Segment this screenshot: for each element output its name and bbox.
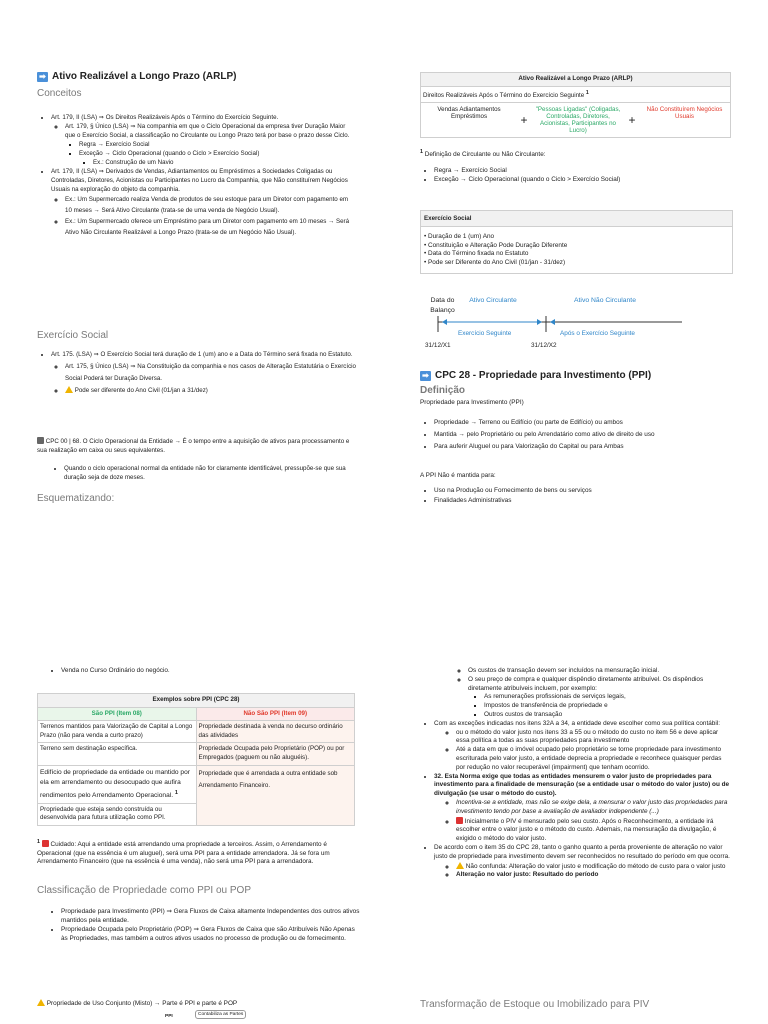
arlp-b2: Art. 179, II (LSA) ⇒ Derivados de Vendas, Adiantamentos ou Empréstimos a Sociedades Coligadas ou Controladas, Diretores, Acionistas ou Participantes no Lucro da Companhia, que Não constituírem Negócios Usuais na exploração do objeto da companhia.	[51, 168, 348, 193]
arlp-foot-text: Definição de Circulante ou Não Circulante:	[424, 151, 546, 159]
mens-m3b-text: Alteração no valor justo: Resultado do período	[456, 871, 599, 879]
mens-m3	[434, 844, 732, 880]
arlp-bullet-2	[51, 167, 355, 238]
ppi-p1-text: Propriedade → Terreno ou Edifício (ou parte de Edifício) ou ambos	[434, 418, 623, 426]
arlp-b1a-text: Art. 179, § Único (LSA) ⇒ Na companhia em que o Ciclo Operacional da empresa tiver Duração Maior que o Exercício Social, a classificação no Circulante ou Longo Prazo terá por base o prazo desse Ciclo.	[65, 123, 350, 139]
ppi-r2a: Terreno sem destinação específica.	[38, 743, 197, 765]
mens-s1	[484, 693, 732, 702]
venda-list	[47, 667, 170, 676]
es-bullet-2	[65, 361, 366, 385]
classificacao-list	[47, 907, 361, 943]
arlp-table	[420, 72, 731, 138]
cl2-text: Propriedade Ocupada pelo Proprietário (POP) ⇒ Gera Fluxos de Caixa que são Atribuíveis Não Apenas às Propriedades, mas também a outros ativos usados no processo de produção ou de fornecimento.	[61, 926, 355, 942]
classificacao-heading: Classificação de Propriedade como PPI ou POP	[37, 885, 251, 896]
arlp-excecao-text: Exceção → Ciclo Operacional (quando o Ciclo > Exercício Social)	[79, 150, 260, 157]
arlp-table-c3: Não Constituírem Negócios Usuais	[639, 103, 731, 138]
misto-cont-small: Contabiliza as Partes	[195, 1010, 246, 1019]
mens-m1-text: Com as exceções indicadas nos itens 32A a 34, a entidade deve escolher como sua política contábil:	[434, 719, 720, 727]
ppi-col-sim: São PPI (Item 08)	[38, 707, 197, 721]
arlp-ex2	[65, 216, 355, 238]
mens-m2a	[456, 799, 732, 817]
exercicio-social-box	[420, 210, 733, 274]
arrow-right-icon: ➡	[37, 72, 48, 82]
book-icon	[37, 437, 44, 444]
mens-o1-text: Os custos de transação devem ser incluídos na mensuração inicial.	[468, 667, 660, 674]
arlp-regra-text: Regra → Exercício Social	[79, 141, 150, 148]
mens-m3a	[456, 862, 732, 872]
venda-bullet	[61, 667, 170, 676]
warning-icon	[65, 386, 73, 393]
mens-s1-text: As remunerações profissionais de serviços legais,	[484, 693, 626, 701]
ppi-list	[420, 417, 740, 453]
mens-s3	[484, 711, 732, 720]
arlp-table-row1-text: Direitos Realizáveis Após o Término do Exercício Seguinte	[423, 92, 585, 100]
misto-ppi-small: PPI	[165, 1014, 173, 1019]
ppi-nao-list	[420, 486, 740, 505]
timeline-data-balanco: Data do Balanço	[430, 297, 455, 314]
misto-text: Propriedade de Uso Conjunto (Misto) → Parte é PPI e parte é POP	[46, 1000, 238, 1007]
arlp-heading	[37, 71, 355, 82]
ppi-r1b: Propriedade destinada à venda no decurso ordinário das atividades	[196, 721, 355, 743]
ppi-def: Definição	[420, 385, 466, 396]
arlp-ex1	[65, 194, 355, 216]
cl1-text: Propriedade para Investimento (PPI) ⇒ Gera Fluxos de Caixa altamente Independentes dos outros ativos mantidos pela entidade.	[61, 908, 360, 924]
cl-bullet-2	[61, 925, 361, 943]
foot-excecao-text: Exceção → Ciclo Operacional (quando o Ciclo > Exercício Social)	[434, 175, 621, 183]
timeline-ex-seg: Exercício Seguinte	[458, 330, 512, 337]
warning-icon	[456, 862, 464, 869]
timeline-apos: Após o Exercício Seguinte	[560, 330, 635, 337]
mens-m1b-text: Até a data em que o imóvel ocupado pelo proprietário se torne propriedade para investimento escriturada pelo valor justo, a entidade deprecia a propriedade e reconhece quaisquer perdas por redução no valor recuperável (impairment) que tenham ocorrido.	[456, 746, 722, 771]
misto-line	[37, 999, 237, 1009]
arlp-table-c2: "Pessoas Ligadas" (Coligadas, Controladas, Diretores, Acionistas, Participantes no Lucro)	[531, 103, 625, 138]
plus-sign-2: +	[625, 103, 639, 138]
exercicio-social-heading: Exercício Social	[37, 330, 109, 341]
warning-icon	[37, 999, 45, 1006]
ppi-n2	[434, 496, 740, 506]
mens-m3b	[456, 871, 732, 880]
timeline-ativo-circ: Ativo Circulante	[469, 297, 517, 304]
arlp-table-header: Ativo Realizável a Longo Prazo (ARLP)	[421, 73, 731, 87]
mens-m3a-text: Não confunda: Alteração do valor justo e modificação do método de custo para o valor justo	[465, 862, 726, 870]
mens-o2	[468, 676, 732, 720]
foot-excecao	[434, 176, 734, 185]
mens-m2b-text: Inicialmente o PIV é mensurado pelo seu custo. Após o Reconhecimento, a entidade irá escolher entre o valor justo e o método do custo. Ademais, na mensuração da divulgação, é exigido o método do valor justo.	[456, 817, 717, 843]
arlp-title: Ativo Realizável a Longo Prazo (ARLP)	[52, 71, 237, 82]
ppi-note-text: Cuidado: Aqui a entidade está arrendando uma propriedade a terceiros. Assim, o Arrendamento é Operacional (que na essência é um aluguel), será uma PPI para a entidade arrendadora. Já se fora um Arrendamento Financeiro (que na essência é uma venda), não será uma PPI para a arrendadora.	[37, 841, 330, 866]
mens-m1a-text: ou o método do valor justo nos itens 33 a 55 ou o método do custo no item 56 e deve aplicar essa política a todas as suas propriedades para investimento	[456, 728, 719, 745]
mens-m2	[434, 773, 732, 844]
ppi-line: Propriedade para Investimento (PPI)	[420, 399, 524, 406]
mens-s2-text: Impostos de transferência de propriedade e	[484, 702, 608, 710]
alert-icon	[42, 840, 49, 847]
cl-bullet-1	[61, 907, 361, 925]
ppi-col-nao: Não São PPI (Item 09)	[196, 707, 355, 721]
arlp-excecao	[79, 149, 355, 167]
mens-m2a-text: Incentiva-se a entidade, mas não se exige dela, a mensurar o valor justo das propriedades para investimento tendo por base a avaliação de avaliador independente (...)	[456, 798, 728, 815]
transformacao-heading: Transformação de Estoque ou Imobilizado para PIV	[420, 999, 650, 1010]
arlp-ex-navio-text: Ex.: Construção de um Navio	[93, 159, 174, 166]
arlp-section	[37, 71, 355, 238]
cpc00b-text: Quando o ciclo operacional normal da entidade não for claramente identificável, pressupõe-se que sua duração seja de doze meses.	[64, 465, 346, 481]
ppi-ex-title: Exemplos sobre PPI (CPC 28)	[38, 694, 355, 708]
es1-text: Art. 175. (LSA) ⇒ O Exercício Social terá duração de 1 (um) ano e a Data do Término será fixada no Estatuto.	[51, 351, 353, 358]
ppi-r2b: Propriedade Ocupada pelo Proprietário (POP) ou por Empregados (paguem ou não aluguéis).	[196, 743, 355, 765]
ppi-n1	[434, 486, 740, 496]
ppi-p3	[434, 441, 740, 453]
mens-list-2	[420, 720, 732, 880]
mens-o1	[468, 667, 732, 676]
mens-m1a	[456, 729, 732, 747]
concepts-subtitle: Conceitos	[37, 88, 82, 99]
esquematizando-heading: Esquematizando:	[37, 493, 115, 504]
ppi-r3a: Edifício de propriedade da entidade ou mantido por ela em arrendamento ou desocupado que aufira rendimentos pelo Arrendamento Operacional. $^1$	[38, 765, 197, 803]
timeline-diagram	[420, 296, 740, 356]
ppi-p2-text: Mantida → pelo Proprietário ou pelo Arrendatário como ativo de direito de uso	[434, 430, 655, 438]
arrow-right-icon: ➡	[420, 371, 431, 381]
mens-m2-text: 32. Esta Norma exige que todas as entidades mensurem o valor justo de propriedades para investimento para a finalidade de mensuração (se a entidade usar o método do valor justo) ou de divulgação (se usar o método do custo).	[434, 772, 730, 798]
mens-s3-text: Outros custos de transação	[484, 710, 563, 718]
ppi-nao: A PPI Não é mantida para:	[420, 471, 496, 479]
ppi-section	[420, 370, 740, 505]
es-box-header: Exercício Social	[421, 211, 732, 227]
es-bullet-1	[51, 349, 366, 397]
ppi-p2	[434, 429, 740, 441]
arlp-b1a	[65, 122, 355, 167]
cpc00-block	[37, 437, 355, 455]
foot-regra-text: Regra → Exercício Social	[434, 167, 507, 174]
ppi-r3a-text: Edifício de propriedade da entidade ou mantido por ela em arrendamento ou desocupado que aufira rendimentos pelo Arrendamento Operacional.	[40, 768, 190, 799]
timeline-arrows	[420, 314, 690, 344]
plus-sign-1: +	[517, 103, 531, 138]
es-box-l3: • Data do Término fixada no Estatuto	[424, 250, 529, 257]
arlp-bullet-1	[51, 113, 355, 167]
mens-s2	[484, 702, 732, 711]
ppi-heading	[420, 370, 740, 381]
alert-icon	[456, 817, 463, 824]
mens-list-1	[420, 667, 732, 720]
timeline-ativo-nc: Ativo Não Circulante	[574, 297, 636, 304]
ppi-title: CPC 28 - Propriedade para Investimento (PPI)	[435, 370, 652, 381]
es-box-l1: • Duração de 1 (um) Ano	[424, 233, 495, 240]
arlp-table-footnote: $^1$ Definição de Circulante ou Não Circulante:	[420, 149, 546, 159]
mens-m1	[434, 720, 732, 773]
cpc00-list	[50, 464, 367, 482]
mens-m2b	[456, 817, 732, 844]
exercicio-social-list	[37, 349, 366, 397]
venda-text: Venda no Curso Ordinário do negócio.	[61, 667, 170, 674]
mens-m1b	[456, 746, 732, 772]
ppi-examples-table	[37, 693, 355, 826]
arlp-foot-list	[420, 167, 734, 184]
ppi-n1-text: Uso na Produção ou Fornecimento de bens ou serviços	[434, 487, 592, 495]
ppi-note: $^1$ Cuidado: Aqui a entidade está arrendando uma propriedade a terceiros. Assim, o Arrendamento é Operacional (que na essência é um aluguel), será uma PPI para a entidade arrendadora. Já se fora um Arrendamento Financeiro (que na essência é uma venda), não será uma PPI para a arrendadora.	[37, 839, 330, 866]
ppi-p3-text: Para auferir Aluguel ou para Valorização do Capital ou para Ambas	[434, 442, 624, 450]
timeline-d1: 31/12/X1	[425, 342, 451, 349]
arlp-ex-navio	[93, 158, 355, 167]
arlp-regra	[79, 140, 355, 149]
es-box-body	[421, 227, 732, 273]
arlp-ex1-text: Ex.: Um Supermercado realiza Venda de produtos de seu estoque para um Diretor com pagamento em 10 meses → Será Ativo Circulante (trata-se de uma venda de Negócio Usual).	[65, 196, 349, 214]
arlp-ex2-text: Ex.: Um Supermercado oferece um Empréstimo para um Diretor com pagamento em 10 meses → Será Ativo Não Circulante Realizável a Longo Prazo (trata-se de um Negócio Não Usual).	[65, 218, 350, 236]
timeline-d2: 31/12/X2	[531, 342, 557, 349]
ppi-n2-text: Finalidades Administrativas	[434, 496, 512, 504]
mensuracao-section	[420, 667, 732, 880]
es2-text: Art. 175, § Único (LSA) ⇒ Na Constituição da companhia e nos casos de Alteração Estatutária o Exercício Social Poderá ter Duração Diversa.	[65, 363, 356, 382]
arlp-table-row1: Direitos Realizáveis Após o Término do Exercício Seguinte $^1$	[421, 87, 731, 103]
ppi-r1a: Terrenos mantidos para Valorização de Capital a Longo Prazo (não para venda a curto prazo)	[38, 721, 197, 743]
ppi-p1	[434, 417, 740, 429]
arlp-b1: Art. 179, II (LSA) ⇒ Os Direitos Realizáveis Após o Término do Exercício Seguinte.	[51, 114, 279, 121]
es-box-l4: • Pode ser Diferente do Ano Civil (01/jan - 31/dez)	[424, 258, 566, 266]
arlp-table-c1: Vendas Adiantamentos Empréstimos	[421, 103, 518, 138]
mens-m3-text: De acordo com o item 35 do CPC 28, tanto o ganho quanto a perda proveniente de alteração no valor justo de propriedade para investimento devem ser reconhecidos no resultado do período em que ocorra.	[434, 843, 730, 860]
ppi-r4a: Propriedade que esteja sendo construída ou desenvolvida para futura utilização como PPI.	[38, 803, 197, 825]
arlp-list	[37, 113, 355, 238]
es-box-l2: • Constituição e Alteração Pode Duração Diferente	[424, 241, 568, 249]
cpc00-bullet	[64, 464, 367, 482]
es-bullet-3	[65, 385, 366, 397]
mens-o2-text: O seu preço de compra e qualquer dispêndio diretamente atribuível. Os dispêndios diretamente atribuíveis incluem, por exemplo:	[468, 675, 704, 692]
foot-regra	[434, 167, 734, 176]
es3-text: Pode ser diferente do Ano Civil (01/jan a 31/dez)	[74, 387, 208, 394]
cpc00-text: CPC 00 | 68. O Ciclo Operacional da Entidade → É o tempo entre a aquisição de ativos para processamento e sua realização em caixa ou seus equivalentes.	[37, 438, 350, 454]
ppi-r3b: Propriedade que é arrendada a outra entidade sob Arrendamento Financeiro.	[196, 765, 355, 825]
